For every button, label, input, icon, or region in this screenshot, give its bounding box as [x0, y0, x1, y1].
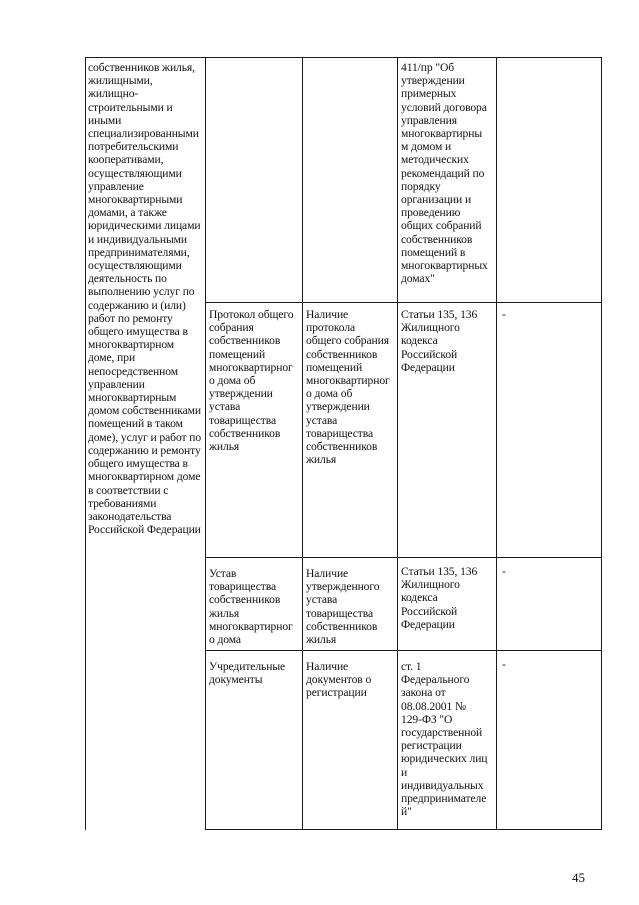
subject-description-cell: собственников жилья, жилищными, жилищно- строительными и иными специализированными потребительскими кооперативами, осуществляющими управление многоквартирными домами, а также юридическими лицами и индивидуальными предпринимателями, осуществляющими деятельность по выполнению услуг по содержанию и (или) работ по ремонту общего имущества в многоквартирном доме, при непосредственном управлении многоквартирным домом собственниками помещений в таком доме), услуг и работ по содержанию и ремонту общего имущества в многоквартирном доме в соответствии с требованиями законодательства Российской Федерации [88, 61, 202, 537]
row-3-requirement: Наличие документов о регистрации [306, 660, 372, 700]
column-divider-2 [302, 57, 303, 830]
row-1-requirement: Наличие протокола общего собрания собственников помещений многоквартирног о дома об утверждении устава товарищества собственников жилья [306, 308, 390, 467]
table-left-border [85, 57, 86, 830]
row-2-document: Устав товарищества собственников жилья многоквартирног о дома [209, 567, 293, 647]
table-right-border [601, 57, 602, 830]
row-0-legal-basis: 411/пр "Об утверждении примерных условий договора управления многоквартирны м домом и методических рекомендаций по порядку организации и проведению общих собраний собственников помещений в многоквартирных домах" [401, 61, 488, 286]
row-divider-2 [205, 557, 602, 558]
row-1-note: - [502, 308, 506, 321]
row-2-note: - [502, 565, 506, 578]
row-3-legal-basis: ст. 1 Федерального закона от 08.08.2001 № 129-ФЗ "О государственной регистрации юридических лиц и индивидуальных предпринимателе й" [401, 660, 488, 819]
row-1-document: Протокол общего собрания собственников помещений многоквартирног о дома об утверждении устава товарищества собственников жилья [209, 308, 294, 454]
row-3-note: - [502, 658, 506, 671]
table-top-border [85, 57, 602, 58]
row-2-requirement: Наличие утвержденного устава товарищества собственников жилья [306, 567, 380, 647]
row-divider-1 [205, 302, 602, 303]
table-bottom-border [205, 829, 602, 830]
page-number: 45 [572, 870, 585, 885]
row-divider-3 [205, 650, 602, 651]
row-2-legal-basis: Статьи 135, 136 Жилищного кодекса Российской Федерации [401, 565, 478, 631]
row-1-legal-basis: Статьи 135, 136 Жилищного кодекса Российской Федерации [401, 308, 478, 374]
row-3-document: Учредительные документы [209, 660, 286, 687]
column-divider-4 [496, 57, 497, 830]
